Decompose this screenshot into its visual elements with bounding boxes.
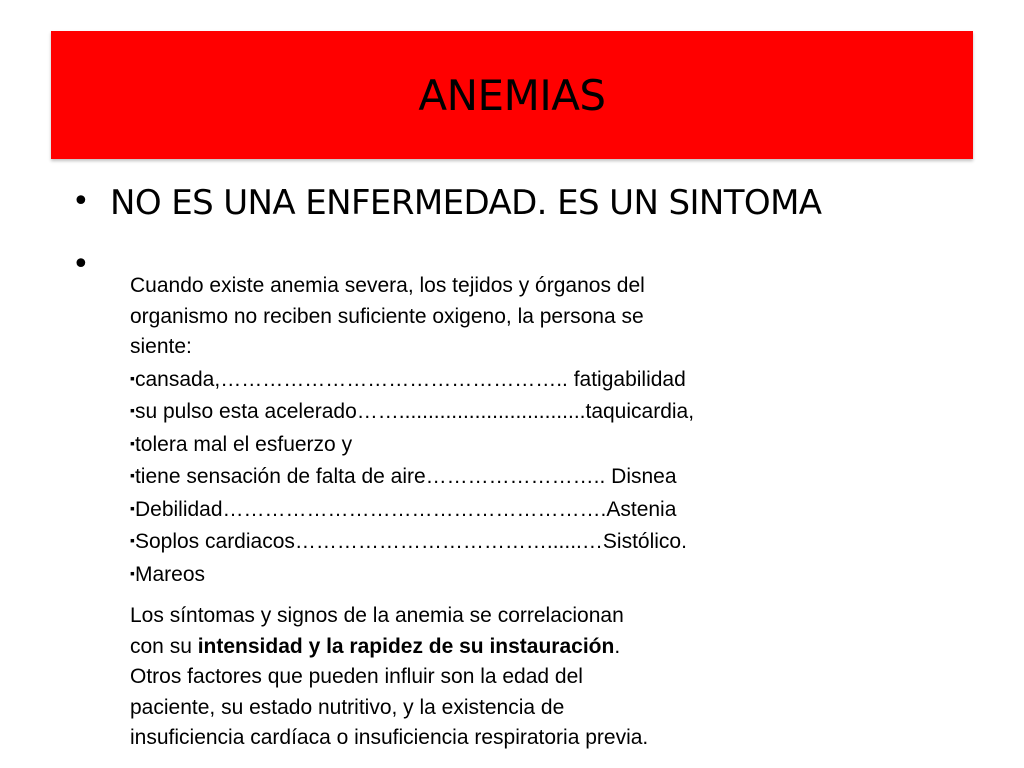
symptom-item bbox=[130, 395, 830, 428]
intro-line: Cuando existe anemia severa, los tejidos y órganos del bbox=[130, 274, 645, 297]
symptom-text: Soplos cardiacos………………………………......…Sistólico. bbox=[134, 530, 687, 553]
closing-suffix: . bbox=[614, 634, 621, 658]
intro-line: siente: bbox=[130, 335, 192, 358]
symptoms-text-box bbox=[130, 271, 830, 590]
symptom-text: Mareos bbox=[134, 562, 205, 586]
symptom-text: tolera mal el esfuerzo y bbox=[134, 432, 353, 456]
square-bullet-icon: ▪ bbox=[130, 532, 135, 548]
closing-line: Otros factores que pueden influir son la edad del bbox=[130, 665, 583, 688]
square-bullet-icon: ▪ bbox=[130, 402, 135, 418]
symptom-text: cansada,………………………………………….. fatigabilidad bbox=[134, 367, 686, 391]
square-bullet-icon: ▪ bbox=[130, 467, 135, 483]
bullet-dot-icon: • bbox=[72, 247, 90, 282]
bullet-text: NO ES UNA ENFERMEDAD. ES UN SINTOMA bbox=[110, 183, 822, 223]
closing-emphasis: intensidad y la rapidez de su instauración bbox=[197, 634, 615, 658]
closing-line: paciente, su estado nutritivo, y la existencia de bbox=[130, 695, 565, 719]
symptom-text: su pulso esta acelerado……................................taquicardia, bbox=[134, 400, 695, 423]
symptom-text: tiene sensación de falta de aire…………………….. Disnea bbox=[134, 465, 677, 488]
title-banner bbox=[51, 31, 973, 159]
square-bullet-icon: ▪ bbox=[130, 434, 135, 451]
square-bullet-icon: ▪ bbox=[130, 564, 135, 581]
symptom-item bbox=[130, 558, 830, 591]
closing-prefix: con su bbox=[130, 634, 198, 658]
closing-line: Los síntomas y signos de la anemia se correlacionan bbox=[130, 604, 624, 627]
square-bullet-icon: ▪ bbox=[130, 369, 135, 386]
closing-text-box bbox=[130, 601, 830, 754]
symptom-item bbox=[130, 493, 830, 526]
closing-line bbox=[130, 632, 830, 663]
square-bullet-icon: ▪ bbox=[130, 499, 135, 516]
slide-title: ANEMIAS bbox=[418, 70, 606, 120]
symptom-item bbox=[130, 428, 830, 461]
symptom-item bbox=[130, 363, 830, 396]
intro-line: organismo no reciben suficiente oxigeno, la persona se bbox=[130, 304, 644, 328]
bullet-dot-icon: • bbox=[72, 184, 90, 219]
symptom-item bbox=[130, 525, 830, 558]
symptom-item bbox=[130, 460, 830, 493]
symptom-text: Debilidad……………………………………………….Astenia bbox=[134, 497, 677, 521]
closing-line: insuficiencia cardíaca o insuficiencia respiratoria previa. bbox=[130, 726, 649, 749]
